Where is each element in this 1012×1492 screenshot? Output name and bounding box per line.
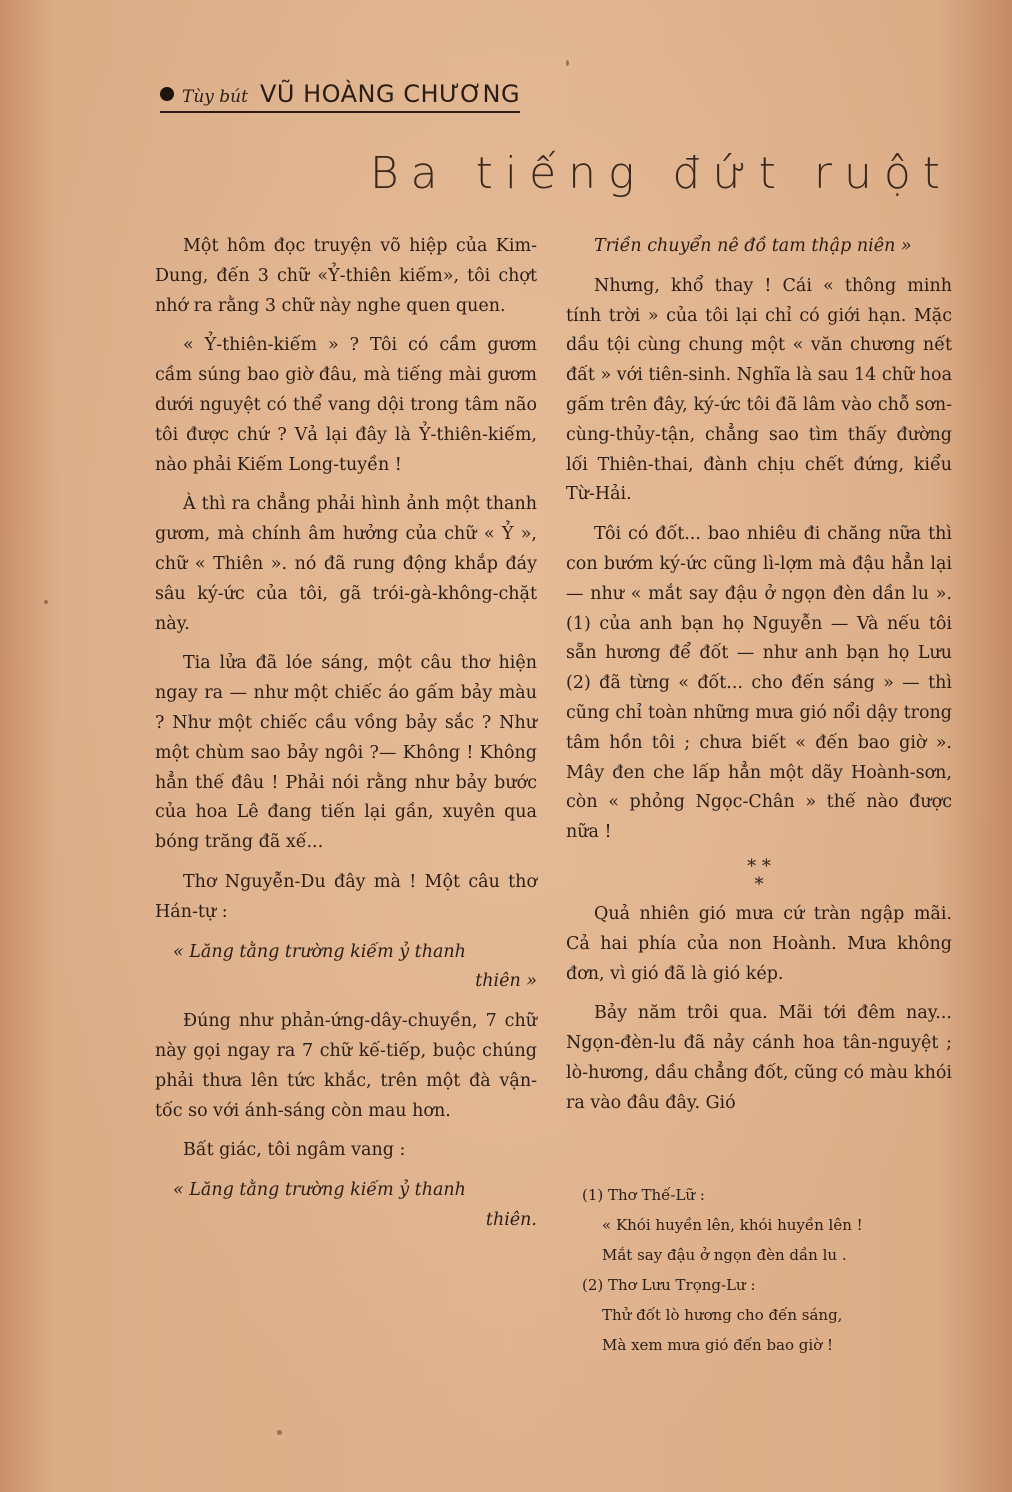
verse-quote <box>155 1176 537 1236</box>
paper-speck <box>277 1430 282 1435</box>
article-title: Ba tiếng đứt ruột <box>369 148 952 199</box>
paragraph: Bảy năm trôi qua. Mãi tới đêm nay... Ngọn-đèn-lu đã nảy cánh hoa tân-nguyệt ; lò-hương, dầu chẳng đốt, cũng có màu khói ra vào đâu đây. Gió <box>566 1003 952 1113</box>
paragraph: Thơ Nguyễn-Du đây mà ! Một câu thơ Hán-tự : <box>155 871 537 922</box>
paragraph: Quả nhiên gió mưa cứ tràn ngập mãi. Cả hai phía của non Hoành. Mưa không đơn, vì gió đã là gió kép. <box>566 903 952 984</box>
bullet-dot-icon <box>160 87 174 101</box>
verse-line: « Lăng tằng trường kiếm ỷ thanh <box>173 1180 466 1201</box>
footnote-1-line: Mắt say đậu ở ngọn đèn dần lu . <box>602 1246 847 1264</box>
paper-speck <box>44 600 48 604</box>
paragraph: Tôi có đốt... bao nhiêu đi chăng nữa thì con bướm ký-ức cũng lì-lợm mà đậu hẳn lại — như « mắt say đậu ở ngọn đèn dần lu ». (1) của anh bạn họ Nguyễn — Và nếu tôi sẵn hương để đốt — như anh bạn họ Lưu (2) đã từng « đốt... cho đến sáng » — thì cũng chỉ toàn những mưa gió nổi dậy trong tâm hồn tôi ; chưa biết « đến bao giờ ». Mây đen che lấp hẳn một dãy Hoành-sơn, còn « phỏng Ngọc-Chân » thế nào được nữa ! <box>566 524 952 843</box>
section-break-asterism: * * * <box>747 855 771 895</box>
paragraph: À thì ra chẳng phải hình ảnh một thanh gươm, mà chính âm hưởng của chữ « Ỷ », chữ « Thiên ». nó đã rung động khắp đáy sâu ký-ức của tôi, gã trói-gà-không-chặt này. <box>155 494 537 634</box>
verse-line: thiên » <box>475 971 537 992</box>
paragraph: Một hôm đọc truyện võ hiệp của Kim-Dung, đến 3 chữ «Ỷ-thiên kiếm», tôi chợt nhớ ra rằng 3 chữ này nghe quen quen. <box>155 236 537 316</box>
footnote-1-label: (1) Thơ Thế-Lữ : <box>582 1186 705 1204</box>
verse-line: thiên. <box>485 1209 537 1230</box>
article-header <box>160 80 520 113</box>
paragraph: « Ỷ-thiên-kiếm » ? Tôi có cầm gươm cầm súng bao giờ đâu, mà tiếng mài gươm dưới nguyệt có thể vang dội trong tâm não tôi được chứ ? Vả lại đây là Ỷ-thiên-kiếm, nào phải Kiếm Long-tuyền ! <box>155 335 537 475</box>
left-text-column <box>155 232 537 1246</box>
author-name: VŨ HOÀNG CHƯƠNG <box>259 80 521 108</box>
paragraph: Tia lửa đã lóe sáng, một câu thơ hiện ngay ra — như một chiếc áo gấm bảy màu ? Như một chiếc cầu vồng bảy sắc ? Như một chùm sao bảy ngôi ?— Không ! Không hẳn thế đâu ! Phải nói rằng như bảy bước của hoa Lê đang tiến lại gần, xuyên qua bóng trăng đã xế... <box>155 653 537 853</box>
verse-line: Triền chuyển nê đồ tam thập niên » <box>594 236 912 256</box>
paragraph: Đúng như phản-ứng-dây-chuyền, 7 chữ này gọi ngay ra 7 chữ kế-tiếp, buộc chúng phải thưa lên tức khắc, trên một đà vận-tốc so với ánh-sáng còn mau hơn. <box>155 1011 537 1121</box>
footnote-2-line: Mà xem mưa gió đến bao giờ ! <box>602 1336 834 1354</box>
footnote-2-line: Thử đốt lò hương cho đến sáng, <box>602 1306 843 1324</box>
right-text-column <box>566 232 952 1129</box>
verse-line: « Lăng tằng trường kiếm ỷ thanh <box>173 941 466 962</box>
paragraph: Nhưng, khổ thay ! Cái « thông minh tính trời » của tôi lại chỉ có giới hạn. Mặc dầu tội cùng chung một « văn chương nết đất » với tiên-sinh. Nghĩa là sau 14 chữ hoa gấm trên đây, ký-ức tôi đã lâm vào chỗ sơn-cùng-thủy-tận, chẳng sao tìm thấy đường lối Thiên-thai, đành chịu chết đứng, kiểu Từ-Hải. <box>566 275 952 505</box>
verse-quote <box>155 938 537 998</box>
paper-speck <box>566 60 569 66</box>
footnote-1-line: « Khói huyền lên, khói huyền lên ! <box>602 1216 863 1234</box>
section-kicker: Tùy bút <box>182 87 248 107</box>
footnotes <box>582 1180 952 1360</box>
paragraph: Bất giác, tôi ngâm vang : <box>183 1140 406 1161</box>
footnote-2-label: (2) Thơ Lưu Trọng-Lư : <box>582 1276 756 1294</box>
